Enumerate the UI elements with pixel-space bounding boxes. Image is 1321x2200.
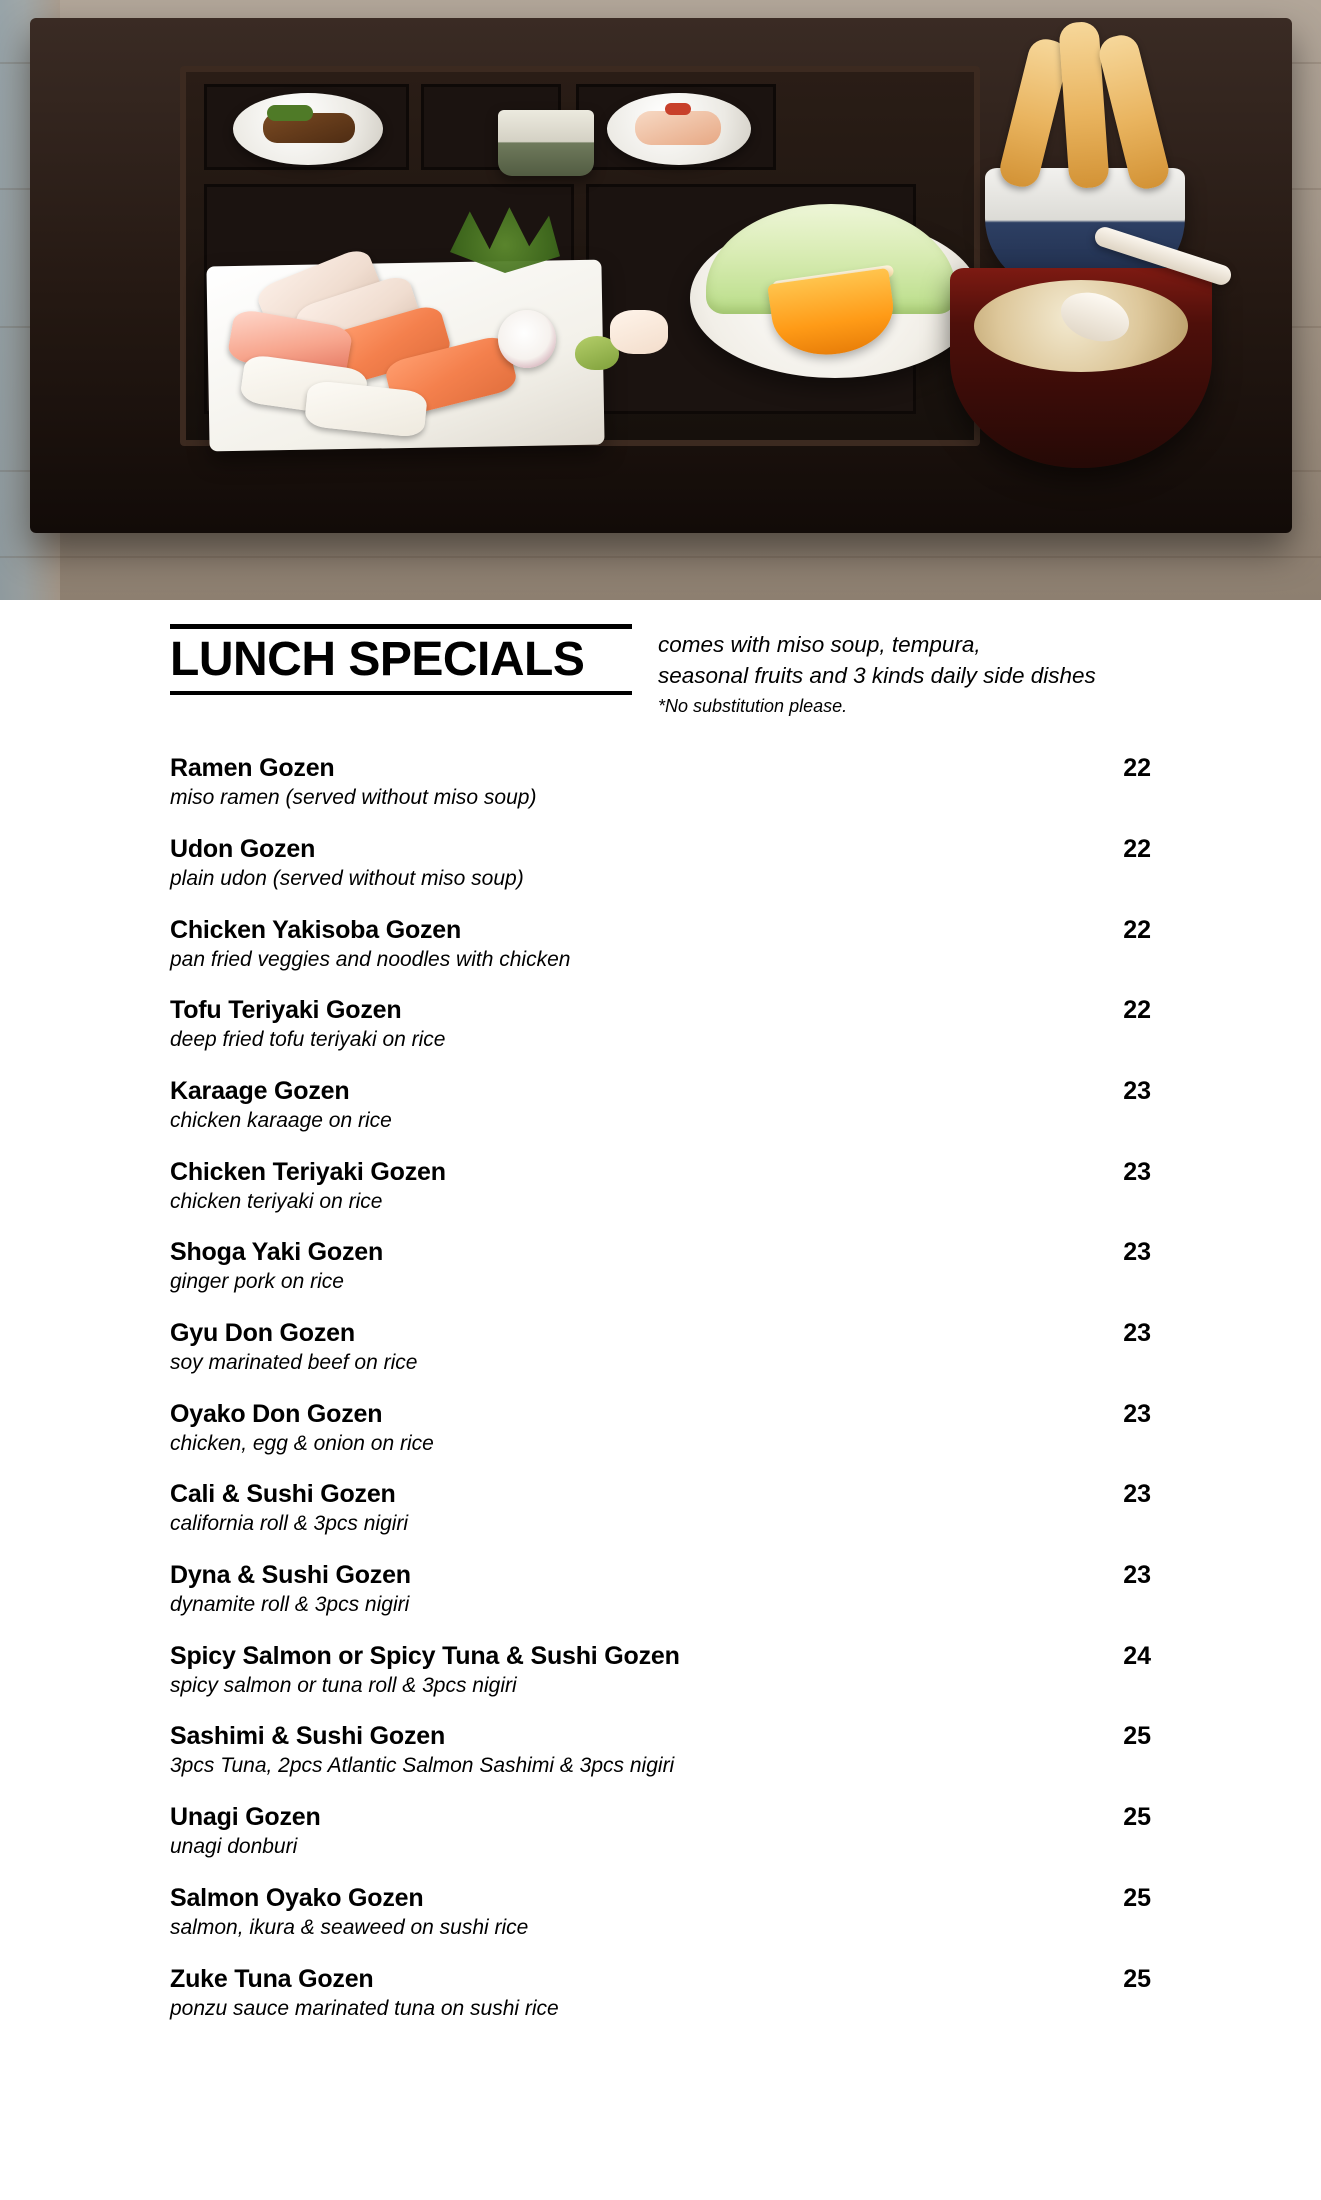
menu-item: [170, 1965, 1151, 2021]
menu-item-row: [170, 1803, 1151, 1831]
garnish-pepper: [665, 103, 691, 115]
menu-item-name: Sashimi & Sushi Gozen: [170, 1722, 446, 1751]
menu-item-price: 22: [1123, 754, 1151, 783]
menu-item-name: Gyu Don Gozen: [170, 1319, 355, 1347]
menu-item-name: Spicy Salmon or Spicy Tuna & Sushi Gozen: [170, 1641, 680, 1670]
menu-page: [0, 600, 1321, 2021]
menu-item-price: 24: [1123, 1641, 1151, 1670]
header-note: [658, 624, 1151, 720]
menu-item-description: california roll & 3pcs nigiri: [170, 1512, 409, 1536]
menu-item-name: Chicken Yakisoba Gozen: [170, 915, 462, 944]
hero-photo: [0, 0, 1321, 600]
menu-item-name: Oyako Don Gozen: [170, 1399, 383, 1428]
menu-item-description: spicy salmon or tuna roll & 3pcs nigiri: [170, 1673, 517, 1697]
menu-item-price: 23: [1123, 1399, 1151, 1428]
menu-item-description: chicken teriyaki on rice: [170, 1189, 383, 1213]
menu-item-description: chicken, egg & onion on rice: [170, 1431, 434, 1455]
menu-item-name: Karaage Gozen: [170, 1076, 350, 1105]
header-note-disclaimer: *No substitution please.: [658, 696, 848, 717]
menu-item: [170, 1642, 1151, 1698]
side-dish-compartment: [204, 84, 409, 170]
menu-item-row: [170, 754, 1151, 782]
menu-item: [170, 1077, 1151, 1133]
menu-item: [170, 1480, 1151, 1536]
menu-item-row: [170, 1158, 1151, 1186]
menu-item-row: [170, 1319, 1151, 1347]
menu-item: [170, 1722, 1151, 1778]
menu-item-description: soy marinated beef on rice: [170, 1351, 418, 1374]
menu-item-name: Salmon Oyako Gozen: [170, 1883, 424, 1912]
menu-item: [170, 1884, 1151, 1940]
menu-item: [170, 1319, 1151, 1375]
menu-item: [170, 996, 1151, 1052]
menu-item-price: 22: [1123, 996, 1151, 1025]
menu-item-row: [170, 1480, 1151, 1508]
wood-grain-line: [0, 556, 1321, 558]
menu-item-price: 23: [1123, 1157, 1151, 1186]
menu-item-price: 25: [1123, 1722, 1151, 1751]
menu-item-list: [170, 754, 1151, 2021]
menu-item-row: [170, 1400, 1151, 1428]
lacquer-tray: [30, 18, 1292, 533]
menu-item: [170, 1158, 1151, 1214]
menu-item-description: unagi donburi: [170, 1835, 298, 1859]
menu-item-row: [170, 1077, 1151, 1105]
menu-item-description: 3pcs Tuna, 2pcs Atlantic Salmon Sashimi & 3pcs nigiri: [170, 1754, 675, 1778]
menu-item-description: dynamite roll & 3pcs nigiri: [170, 1593, 410, 1617]
menu-item-row: [170, 1965, 1151, 1993]
menu-item-row: [170, 1722, 1151, 1750]
menu-item-name: Ramen Gozen: [170, 754, 335, 783]
menu-item-name: Chicken Teriyaki Gozen: [170, 1157, 446, 1186]
header-note-line-1: comes with miso soup, tempura,: [658, 632, 981, 657]
menu-item: [170, 1238, 1151, 1294]
menu-item-price: 25: [1123, 1883, 1151, 1912]
menu-item-row: [170, 916, 1151, 944]
title-block: [170, 624, 658, 695]
menu-item-description: plain udon (served without miso soup): [170, 866, 524, 890]
menu-item: [170, 1400, 1151, 1456]
menu-item-description: salmon, ikura & seaweed on sushi rice: [170, 1915, 529, 1939]
menu-item-name: Cali & Sushi Gozen: [170, 1480, 396, 1509]
appetizer-food: [635, 111, 721, 145]
menu-item: [170, 754, 1151, 810]
menu-item: [170, 835, 1151, 891]
menu-item-price: 23: [1123, 1319, 1151, 1347]
menu-item-price: 23: [1123, 1480, 1151, 1509]
menu-item-price: 22: [1123, 834, 1151, 863]
menu-item-price: 22: [1123, 915, 1151, 944]
menu-item-description: ponzu sauce marinated tuna on sushi rice: [170, 1996, 559, 2020]
radish-garnish: [498, 310, 556, 368]
menu-item-name: Udon Gozen: [170, 834, 316, 863]
title-rule-top: [170, 624, 632, 629]
tea-cup: [498, 110, 594, 176]
menu-item-description: miso ramen (served without miso soup): [170, 786, 537, 810]
menu-item-row: [170, 996, 1151, 1024]
menu-item-price: 25: [1123, 1964, 1151, 1993]
page-title: LUNCH SPECIALS: [170, 633, 585, 686]
menu-item-price: 23: [1123, 1076, 1151, 1105]
menu-item-name: Shoga Yaki Gozen: [170, 1238, 384, 1267]
menu-item-price: 25: [1123, 1803, 1151, 1832]
menu-item: [170, 1561, 1151, 1617]
menu-item-row: [170, 835, 1151, 863]
menu-item-name: Tofu Teriyaki Gozen: [170, 996, 402, 1025]
menu-item-price: 23: [1123, 1238, 1151, 1267]
menu-item-description: pan fried veggies and noodles with chicken: [170, 947, 571, 971]
menu-header: [170, 600, 1151, 720]
pickled-ginger: [610, 310, 668, 354]
menu-item-row: [170, 1884, 1151, 1912]
menu-item-row: [170, 1561, 1151, 1589]
menu-item-description: chicken karaage on rice: [170, 1108, 392, 1132]
menu-item-price: 23: [1123, 1561, 1151, 1590]
menu-item-name: Zuke Tuna Gozen: [170, 1964, 374, 1993]
menu-item: [170, 916, 1151, 972]
appetizer-compartment: [576, 84, 776, 170]
menu-item: [170, 1803, 1151, 1859]
title-rule-bottom: [170, 691, 632, 695]
menu-item-row: [170, 1642, 1151, 1670]
menu-item-name: Dyna & Sushi Gozen: [170, 1561, 411, 1590]
menu-item-row: [170, 1238, 1151, 1266]
garnish-greens: [267, 105, 313, 121]
header-note-line-2: seasonal fruits and 3 kinds daily side dishes: [658, 662, 1096, 688]
menu-item-description: ginger pork on rice: [170, 1270, 344, 1294]
menu-item-name: Unagi Gozen: [170, 1803, 321, 1832]
menu-item-description: deep fried tofu teriyaki on rice: [170, 1028, 446, 1052]
